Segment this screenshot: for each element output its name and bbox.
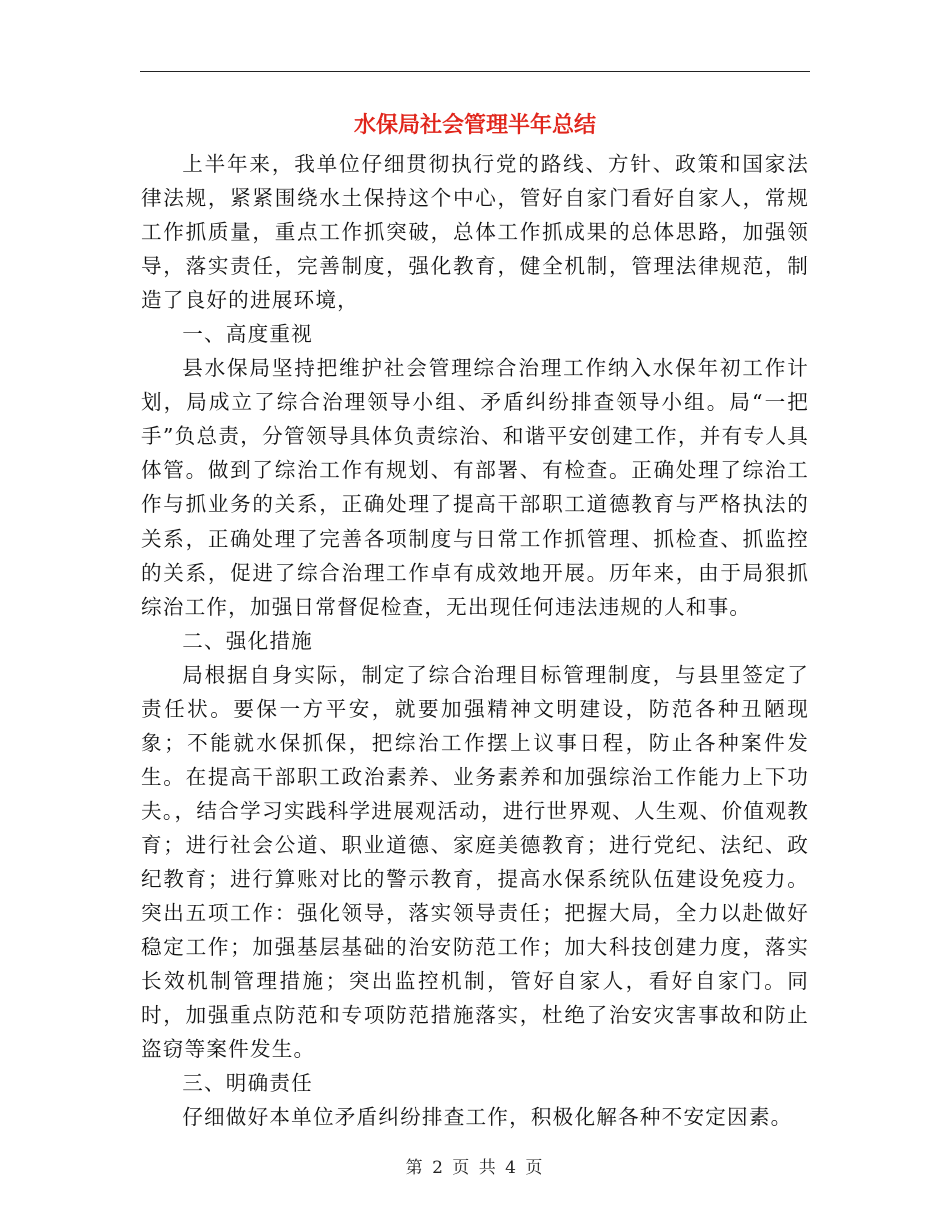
document-title: 水保局社会管理半年总结 (353, 113, 596, 138)
section-heading-3: 三、明确责任 (182, 1071, 313, 1096)
page-number-label: 第 2 页 共 4 页 (405, 1158, 545, 1178)
section-3-paragraph: 仔细做好本单位矛盾纠纷排查工作，积极化解各种不安定因素。 (182, 1105, 793, 1130)
section-1-paragraph: 县水保局坚持把维护社会管理综合治理工作纳入水保年初工作计划，局成立了综合治理领导小组、矛盾纠纷排查领导小组。局“一把手”负总责，分管领导具体负责综治、和谐平安创建工作，并有专人具体管。做到了综治工作有规划、有部署、有检查。正确处理了综治工作与抓业务的关系，正确处理了提高干部职工道德教育与严格执法的关系，正确处理了完善各项制度与日常工作抓管理、抓检查、抓监控的关系，促进了综合治理工作卓有成效地开展。历年来，由于局狠抓综治工作，加强日常督促检查，无出现任何违法违规的人和事。 (141, 356, 809, 619)
section-heading-1: 一、高度重视 (182, 322, 313, 347)
section-heading-2: 二、强化措施 (182, 628, 313, 653)
intro-paragraph: 上半年来，我单位仔细贯彻执行党的路线、方针、政策和国家法律法规，紧紧围绕水土保持这个中心，管好自家门看好自家人，常规工作抓质量，重点工作抓突破，总体工作抓成果的总体思路，加强领导，落实责任，完善制度，强化教育，健全机制，管理法律规范，制造了良好的进展环境， (141, 152, 809, 313)
header-rule (140, 71, 810, 72)
page-footer (140, 1153, 810, 1178)
document-body (141, 147, 809, 1134)
section-2-paragraph: 局根据自身实际，制定了综合治理目标管理制度，与县里签定了责任状。要保一方平安，就要加强精神文明建设，防范各种丑陋现象；不能就水保抓保，把综治工作摆上议事日程，防止各种案件发生。在提高干部职工政治素养、业务素养和加强综治工作能力上下功夫。，结合学习实践科学进展观活动，进行世界观、人生观、价值观教育；进行社会公道、职业道德、家庭美德教育；进行党纪、法纪、政纪教育；进行算账对比的警示教育，提高水保系统队伍建设免疫力。突出五项工作：强化领导，落实领导责任；把握大局，全力以赴做好稳定工作；加强基层基础的治安防范工作；加大科技创建力度，落实长效机制管理措施；突出监控机制，管好自家人，看好自家门。同时，加强重点防范和专项防范措施落实，杜绝了治安灾害事故和防止盗窃等案件发生。 (141, 662, 809, 1062)
